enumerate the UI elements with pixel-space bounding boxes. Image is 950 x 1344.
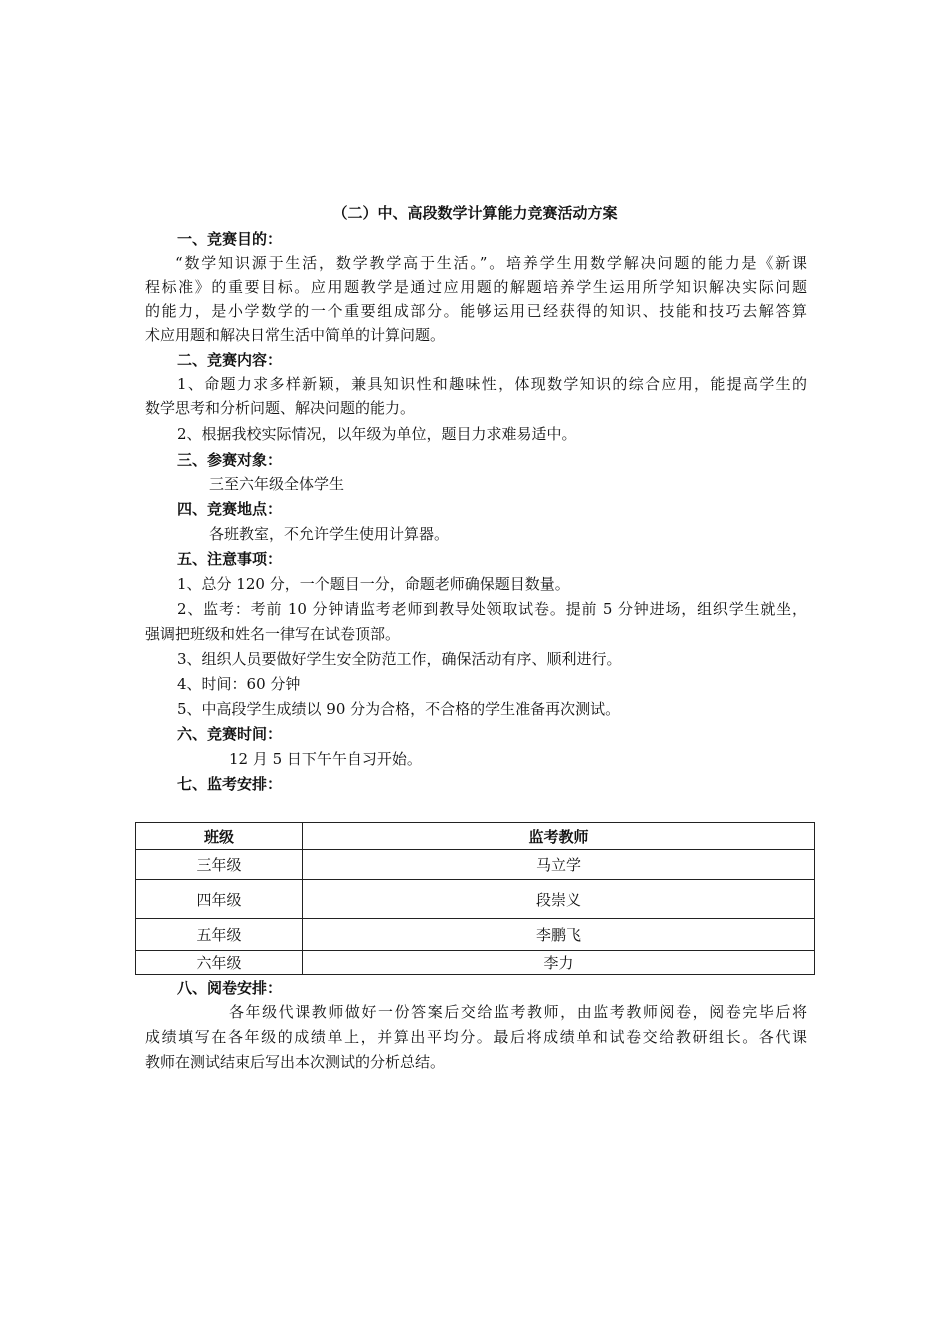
section-heading-invigilation: 七、监考安排： (177, 775, 283, 793)
table-header-row (136, 823, 815, 850)
table-cell-teacher: 段崇义 (303, 880, 815, 919)
table-cell-teacher: 李鹏飞 (303, 919, 815, 951)
paragraph-line: 2、监考：考前 10 分钟请监考老师到教导处领取试卷。提前 5 分钟进场，组织学生就坐， (177, 600, 807, 618)
table-cell-class: 三年级 (136, 850, 303, 880)
paragraph-line: 各年级代课教师做好一份答案后交给监考教师，由监考教师阅卷，阅卷完毕后将 (229, 1003, 807, 1021)
section-heading-content: 二、竞赛内容： (177, 351, 283, 369)
section-heading-venue: 四、竞赛地点： (177, 500, 283, 518)
table-row (136, 919, 815, 951)
paragraph-line: 3、组织人员要做好学生安全防范工作，确保活动有序、顺利进行。 (177, 650, 622, 668)
paragraph-line: 术应用题和解决日常生活中简单的计算问题。 (145, 326, 446, 344)
section-heading-marking: 八、阅卷安排： (177, 979, 283, 997)
invigilation-table (135, 822, 815, 975)
paragraph-line: 教师在测试结束后写出本次测试的分析总结。 (145, 1053, 446, 1071)
table-cell-class: 六年级 (136, 951, 303, 975)
paragraph-line: 4、时间：60 分钟 (177, 675, 301, 693)
paragraph-line: 1、总分 120 分，一个题目一分，命题老师确保题目数量。 (177, 575, 570, 593)
section-heading-notes: 五、注意事项： (177, 550, 283, 568)
paragraph-line: 成绩填写在各年级的成绩单上，并算出平均分。最后将成绩单和试卷交给教研组长。各代课 (145, 1028, 807, 1046)
paragraph-line: 12 月 5 日下午午自习开始。 (229, 750, 422, 768)
paragraph-line: 的能力，是小学数学的一个重要组成部分。能够运用已经获得的知识、技能和技巧去解答算 (145, 302, 807, 320)
paragraph-line: 数学思考和分析问题、解决问题的能力。 (145, 399, 416, 417)
table-cell-teacher: 马立学 (303, 850, 815, 880)
column-header-class: 班级 (136, 823, 303, 850)
paragraph-line: 1、命题力求多样新颖，兼具知识性和趣味性，体现数学知识的综合应用，能提高学生的 (177, 375, 807, 393)
paragraph-line: 5、中高段学生成绩以 90 分为合格，不合格的学生准备再次测试。 (177, 700, 621, 718)
section-heading-purpose: 一、竞赛目的： (177, 230, 283, 248)
section-heading-participants: 三、参赛对象： (177, 451, 283, 469)
paragraph-line: 强调把班级和姓名一律写在试卷顶部。 (145, 625, 401, 643)
table-cell-class: 五年级 (136, 919, 303, 951)
document-title: （二）中、高段数学计算能力竞赛活动方案 (332, 204, 618, 222)
table-row (136, 951, 815, 975)
paragraph-line: 程标准》的重要目标。应用题教学是通过应用题的解题培养学生运用所学知识解决实际问题 (145, 278, 807, 296)
column-header-teacher: 监考教师 (303, 823, 815, 850)
table-cell-teacher: 李力 (303, 951, 815, 975)
paragraph-line: 三至六年级全体学生 (209, 475, 345, 493)
table-row (136, 880, 815, 919)
paragraph-line: 各班教室，不允许学生使用计算器。 (209, 525, 450, 543)
table-cell-class: 四年级 (136, 880, 303, 919)
table-row (136, 850, 815, 880)
section-heading-time: 六、竞赛时间： (177, 725, 283, 743)
paragraph-line: 2、根据我校实际情况，以年级为单位，题目力求难易适中。 (177, 425, 577, 443)
paragraph-line: “数学知识源于生活，数学教学高于生活。”。培养学生用数学解决问题的能力是《新课 (175, 254, 807, 272)
